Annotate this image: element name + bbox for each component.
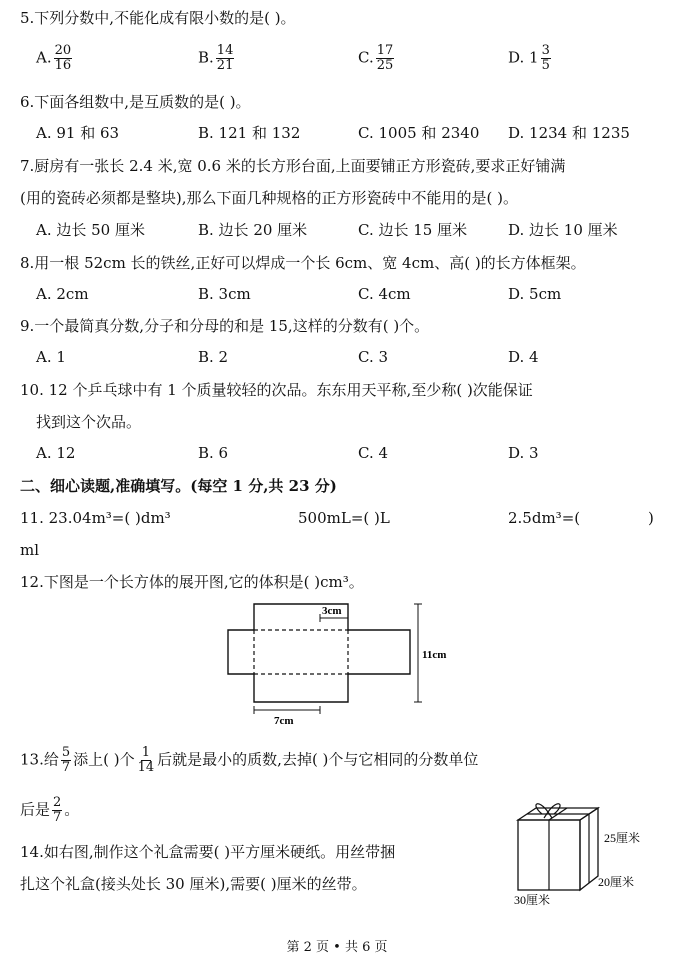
q9-option-d: D. 4 [508, 348, 539, 366]
q9-stem: 9.一个最简真分数,分子和分母的和是 15,这样的分数有( )个。 [20, 317, 430, 335]
label-length: 30厘米 [514, 893, 551, 907]
q10-stem-line1: 10. 12 个乒乓球中有 1 个质量较轻的次品。东东用天平称,至少称( )次能保证 [20, 381, 533, 399]
q11-close-paren: ) [648, 509, 654, 527]
q7-option-c: C. 边长 15 厘米 [358, 221, 468, 239]
q7-option-a: A. 边长 50 厘米 [36, 221, 145, 239]
q5-option-b: B. $\frac{14}{21}$ [198, 43, 234, 73]
q10-option-c: C. 4 [358, 444, 389, 462]
section2-title: 二、细心读题,准确填写。(每空 1 分,共 23 分) [20, 477, 337, 495]
q8-option-a: A. 2cm [36, 285, 89, 303]
label-width: 20厘米 [598, 875, 635, 889]
q13-line1: 13.给 $\frac{5}{7}$ 添上( )个 $\frac{1}{14}$ 后就是最小的质数,去掉( )个与它相同的分数单位 [20, 745, 479, 775]
q14-stem-line2: 扎这个礼盒(接头处长 30 厘米),需要( )厘米的丝带。 [20, 875, 367, 893]
q10-stem-line2: 找到这个次品。 [36, 413, 142, 431]
q9-option-a: A. 1 [36, 348, 66, 366]
q6-stem: 6.下面各组数中,是互质数的是( )。 [20, 93, 251, 111]
fraction-2-7: $\frac{2}{7}$ [53, 795, 62, 825]
q6-option-d: D. 1234 和 1235 [508, 124, 630, 142]
q8-option-b: B. 3cm [198, 285, 251, 303]
q9-option-b: B. 2 [198, 348, 229, 366]
q8-option-d: D. 5cm [508, 285, 562, 303]
q12-stem: 12.下图是一个长方体的展开图,它的体积是( )cm³。 [20, 573, 364, 591]
q10-option-b: B. 6 [198, 444, 229, 462]
q10-option-d: D. 3 [508, 444, 539, 462]
label-7cm: 7cm [274, 715, 294, 727]
label-3cm: 3cm [322, 605, 342, 617]
gift-box-diagram [500, 790, 670, 908]
q6-option-a: A. 91 和 63 [36, 124, 120, 142]
q8-option-c: C. 4cm [358, 285, 411, 303]
ribbon-bow-icon [536, 804, 560, 818]
label-height: 25厘米 [604, 831, 641, 845]
q5-option-c: C. $\frac{17}{25}$ [358, 43, 394, 73]
label-11cm: 11cm [422, 649, 447, 661]
q7-option-b: B. 边长 20 厘米 [198, 221, 308, 239]
page-footer: 第 2 页 • 共 6 页 [286, 940, 388, 955]
q7-stem-line2: (用的瓷砖必须都是整块),那么下面几种规格的正方形瓷砖中不能用的是( )。 [20, 189, 518, 207]
q7-stem-line1: 7.厨房有一张长 2.4 米,宽 0.6 米的长方形台面,上面要铺正方形瓷砖,要求正好铺满 [20, 157, 566, 175]
fraction-1-14: $\frac{1}{14}$ [137, 745, 155, 775]
q5-stem: 5.下列分数中,不能化成有限小数的是( )。 [20, 9, 296, 27]
net-outline [228, 604, 410, 702]
q10-option-a: A. 12 [36, 444, 76, 462]
q5-option-d: D. 1 $\frac{3}{5}$ [508, 43, 550, 73]
q9-option-c: C. 3 [358, 348, 389, 366]
cuboid-net-diagram [210, 598, 470, 730]
q14-stem-line1: 14.如右图,制作这个礼盒需要( )平方厘米硬纸。用丝带捆 [20, 843, 396, 861]
q5-option-a: A. $\frac{20}{16}$ [36, 43, 72, 73]
q7-option-d: D. 边长 10 厘米 [508, 221, 618, 239]
q11-tail: ml [20, 541, 40, 559]
q11-part3: 2.5dm³=( [508, 509, 581, 527]
q13-line2: 后是 $\frac{2}{7}$ 。 [20, 795, 80, 825]
q11-part2: 500mL=( )L [298, 509, 390, 527]
fraction-5-7: $\frac{5}{7}$ [61, 745, 71, 775]
q6-option-b: B. 121 和 132 [198, 124, 301, 142]
q6-option-c: C. 1005 和 2340 [358, 124, 480, 142]
q11-part1: 11. 23.04m³=( )dm³ [20, 509, 171, 527]
q8-stem: 8.用一根 52cm 长的铁丝,正好可以焊成一个长 6cm、宽 4cm、高( )的长方体框架。 [20, 254, 586, 272]
